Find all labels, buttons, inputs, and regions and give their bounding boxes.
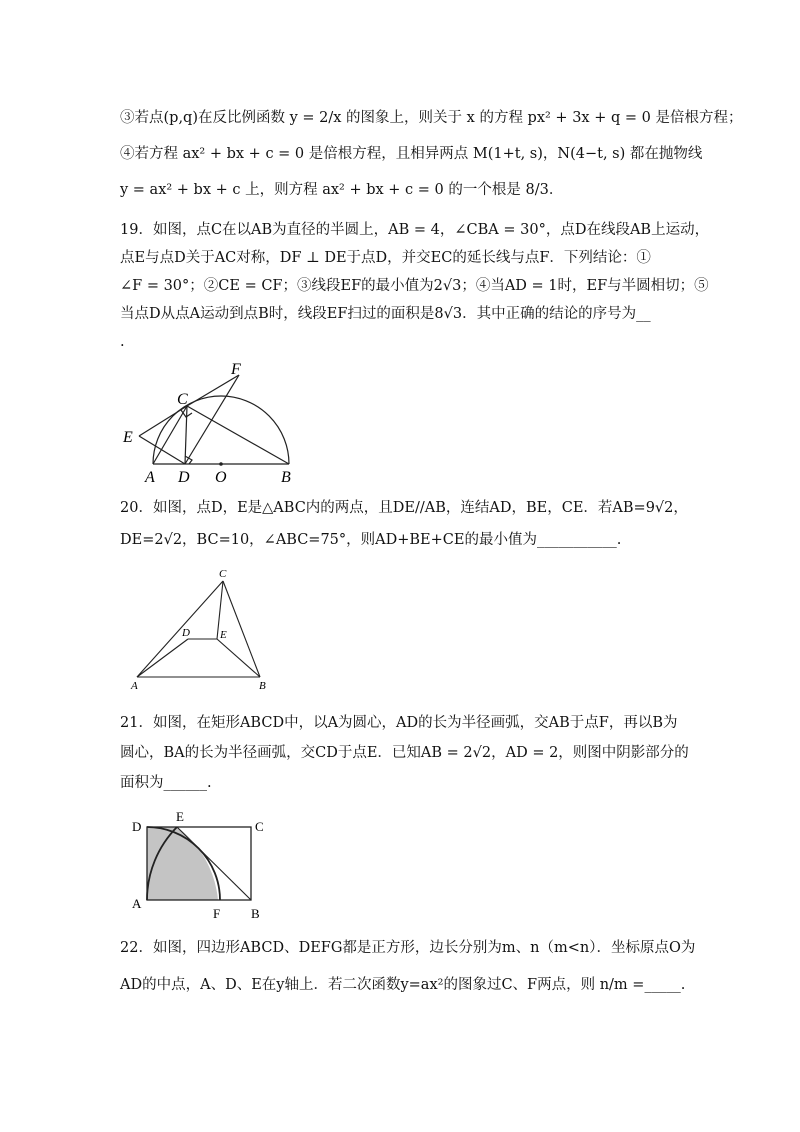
q20-line-be — [217, 639, 260, 677]
q21-shaded-region — [147, 827, 218, 900]
q19-line5: . — [120, 334, 125, 350]
q19-line-cf — [187, 375, 239, 406]
q19-line-ec — [139, 406, 187, 436]
q18-item3: ③若点(p,q)在反比例函数 y = 2/x 的图象上，则关于 x 的方程 px² + 3x + q = 0 是倍根方程； — [120, 110, 743, 126]
q18-item4-line1: ④若方程 ax² + bx + c = 0 是倍根方程，且相异两点 M(1+t, s)，N(4−t, s) 都在抛物线 — [120, 146, 703, 162]
q19-line2: 点E与点D关于AC对称，DF ⊥ DE于点D，并交EC的延长线与点F．下列结论：① — [120, 250, 651, 266]
q21-line1: 21．如图，在矩形ABCD中，以A为圆心，AD的长为半径画弧，交AB于点F，再以B为 — [120, 715, 678, 731]
q18-item4-line2: y = ax² + bx + c 上，则方程 ax² + bx + c = 0 的一个根是 8/3． — [120, 182, 564, 198]
q19-figure — [115, 360, 315, 485]
q19-label-c: C — [177, 391, 188, 408]
q19-label-e: E — [123, 429, 133, 446]
q19-line4: 当点D从点A运动到点B时，线段EF扫过的面积是8√3．其中正确的结论的序号为__ — [120, 306, 651, 322]
q19-label-f: F — [231, 361, 241, 378]
q19-line1: 19．如图，点C在以AB为直径的半圆上，AB = 4，∠CBA = 30°，点D在线段AB上运动， — [120, 222, 710, 238]
q19-line-cd — [185, 406, 187, 464]
q19-label-d: D — [178, 469, 190, 485]
q20-line2: DE=2√2，BC=10，∠ABC=75°，则AD+BE+CE的最小值为___________. — [120, 532, 622, 548]
q21-label-e: E — [176, 809, 184, 824]
q22-line1: 22．如图，四边形ABCD、DEFG都是正方形，边长分别为m、n（m<n）．坐标原点O为 — [120, 940, 696, 956]
q21-line2: 圆心，BA的长为半径画弧，交CD于点E．已知AB = 2√2，AD = 2，则图中阴影部分的 — [120, 745, 689, 761]
q22-line2: AD的中点，A、D、E在y轴上．若二次函数y=ax²的图象过C、F两点，则 n/m =_____. — [120, 977, 686, 993]
q21-label-b: B — [251, 906, 260, 920]
q19-label-o: O — [215, 469, 227, 485]
q19-label-a: A — [145, 469, 155, 485]
q21-line3: 面积为______. — [120, 775, 212, 791]
q21-figure — [125, 805, 280, 920]
q20-label-b: B — [259, 680, 266, 692]
q20-line-bc — [223, 581, 260, 677]
q20-figure — [125, 565, 280, 695]
q20-line-ad — [137, 639, 188, 677]
q20-label-a: A — [131, 680, 138, 692]
q20-line1: 20．如图，点D，E是△ABC内的两点，且DE//AB，连结AD，BE，CE．若AB=9√2， — [120, 500, 688, 516]
q19-point-o — [219, 462, 223, 466]
q20-line-ac — [137, 581, 223, 677]
q19-line3: ∠F = 30°；②CE = CF；③线段EF的最小值为2√3；④当AD = 1时，EF与半圆相切；⑤ — [120, 278, 709, 294]
q21-label-a: A — [132, 896, 142, 911]
q21-label-c: C — [255, 819, 264, 834]
q20-label-e: E — [220, 629, 227, 641]
q19-line-df — [185, 375, 239, 464]
q21-label-f: F — [213, 906, 221, 920]
q20-label-c: C — [219, 568, 227, 580]
q21-label-d: D — [132, 819, 142, 834]
q19-line-ed — [139, 436, 185, 464]
q19-label-b: B — [281, 469, 291, 485]
q20-label-d: D — [182, 627, 190, 639]
